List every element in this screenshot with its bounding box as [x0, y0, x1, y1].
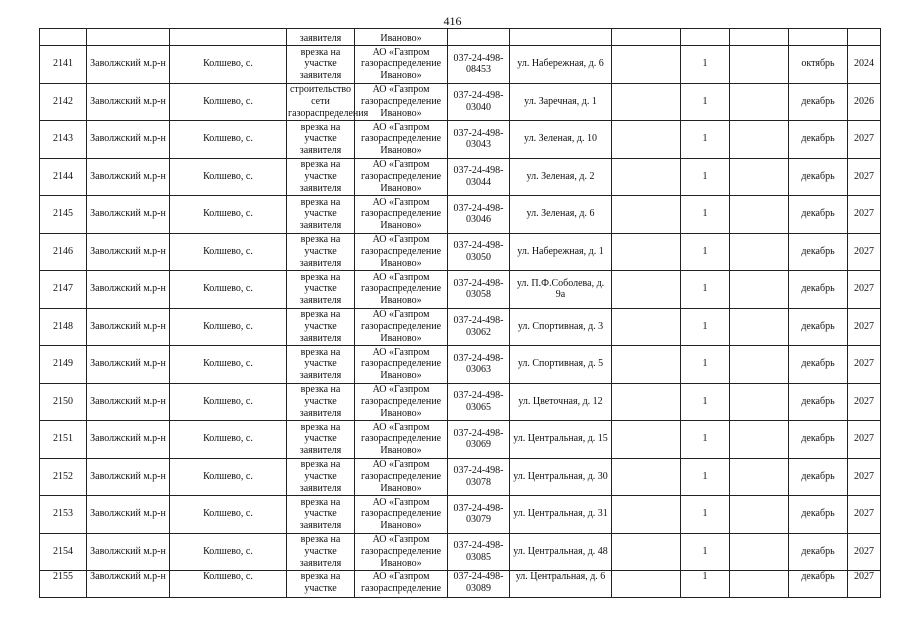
cell-district: Заволжский м.р-н	[87, 46, 170, 84]
cell-empty-1	[612, 383, 681, 421]
cell-code: 037-24-498-03079	[448, 496, 510, 534]
cell-address: ул. Заречная, д. 1	[510, 83, 612, 121]
cell-code: 037-24-498-03062	[448, 308, 510, 346]
cell-year: 2027	[848, 571, 881, 598]
cell-code: 037-24-498-03058	[448, 271, 510, 309]
cell-empty-1	[612, 121, 681, 159]
cell-district: Заволжский м.р-н	[87, 421, 170, 459]
cell-no	[40, 29, 87, 46]
cell-code: 037-24-498-03065	[448, 383, 510, 421]
gas-connection-table	[39, 28, 881, 598]
cell-operator: АО «Газпром газораспределение	[355, 571, 448, 598]
cell-district: Заволжский м.р-н	[87, 496, 170, 534]
cell-operator: АО «Газпром газораспределение Иваново»	[355, 308, 448, 346]
cell-code: 037-24-498-03046	[448, 196, 510, 234]
cell-empty-1	[612, 83, 681, 121]
cell-address: ул. Центральная, д. 30	[510, 458, 612, 496]
cell-code: 037-24-498-03085	[448, 533, 510, 571]
cell-year: 2027	[848, 346, 881, 384]
cell-district: Заволжский м.р-н	[87, 308, 170, 346]
cell-qty: 1	[681, 308, 730, 346]
cell-work-type: врезка на участке заявителя	[287, 458, 355, 496]
cell-settlement: Колшево, с.	[170, 196, 287, 234]
cell-district: Заволжский м.р-н	[87, 271, 170, 309]
cell-month: декабрь	[789, 83, 848, 121]
cell-month: декабрь	[789, 121, 848, 159]
table-row	[40, 496, 881, 534]
cell-work-type: врезка на участке заявителя	[287, 196, 355, 234]
cell-empty-2	[730, 308, 789, 346]
table-row	[40, 458, 881, 496]
cell-month: декабрь	[789, 271, 848, 309]
table-row	[40, 346, 881, 384]
cell-year: 2027	[848, 121, 881, 159]
cell-settlement: Колшево, с.	[170, 346, 287, 384]
cell-code: 037-24-498-03069	[448, 421, 510, 459]
cell-year: 2027	[848, 533, 881, 571]
cell-month: декабрь	[789, 383, 848, 421]
cell-address: ул. Спортивная, д. 3	[510, 308, 612, 346]
cell-address: ул. Центральная, д. 48	[510, 533, 612, 571]
cell-work-type: врезка на участке заявителя	[287, 533, 355, 571]
cell-work-type: врезка на участке заявителя	[287, 46, 355, 84]
cell-work-type: врезка на участке заявителя	[287, 383, 355, 421]
cell-empty-2	[730, 496, 789, 534]
cell-year: 2024	[848, 46, 881, 84]
cell-qty	[681, 29, 730, 46]
cell-code: 037-24-498-03040	[448, 83, 510, 121]
cell-settlement: Колшево, с.	[170, 46, 287, 84]
cell-district	[87, 29, 170, 46]
table-row	[40, 158, 881, 196]
cell-no: 2150	[40, 383, 87, 421]
cell-empty-2	[730, 571, 789, 598]
cell-code: 037-24-498-03078	[448, 458, 510, 496]
cell-empty-2	[730, 46, 789, 84]
cell-no: 2149	[40, 346, 87, 384]
cell-settlement: Колшево, с.	[170, 533, 287, 571]
cell-address: ул. Центральная, д. 31	[510, 496, 612, 534]
cell-district: Заволжский м.р-н	[87, 121, 170, 159]
page-number: 416	[443, 14, 462, 28]
cell-qty: 1	[681, 496, 730, 534]
cell-month: декабрь	[789, 533, 848, 571]
cell-no: 2152	[40, 458, 87, 496]
cell-settlement: Колшево, с.	[170, 383, 287, 421]
cell-no: 2147	[40, 271, 87, 309]
cell-empty-2	[730, 83, 789, 121]
cell-address: ул. Спортивная, д. 5	[510, 346, 612, 384]
cell-work-type: строительство сети газораспределения	[288, 84, 369, 119]
cell-empty-1	[612, 421, 681, 459]
cell-address: ул. Зеленая, д. 6	[510, 196, 612, 234]
cell-year: 2027	[848, 383, 881, 421]
cell-empty-2	[730, 271, 789, 309]
cell-year: 2027	[848, 308, 881, 346]
cell-month: декабрь	[789, 346, 848, 384]
cell-operator: АО «Газпром газораспределение Иваново»	[355, 46, 448, 84]
cell-settlement: Колшево, с.	[170, 458, 287, 496]
table-row	[40, 196, 881, 234]
cell-work-type: заявителя	[287, 29, 355, 46]
table-row	[40, 308, 881, 346]
cell-month: декабрь	[789, 308, 848, 346]
cell-qty: 1	[681, 383, 730, 421]
cell-qty: 1	[681, 46, 730, 84]
cell-district: Заволжский м.р-н	[87, 383, 170, 421]
table-container	[39, 28, 880, 614]
cell-year: 2027	[848, 496, 881, 534]
cell-settlement	[170, 29, 287, 46]
cell-empty-1	[612, 346, 681, 384]
cell-operator: АО «Газпром газораспределение Иваново»	[355, 121, 448, 159]
cell-no: 2146	[40, 233, 87, 271]
cell-district: Заволжский м.р-н	[87, 571, 170, 598]
cell-code: 037-24-498-03050	[448, 233, 510, 271]
cell-empty-1	[612, 29, 681, 46]
cell-settlement: Колшево, с.	[170, 421, 287, 459]
cell-address: ул. Набережная, д. 6	[510, 46, 612, 84]
cell-empty-2	[730, 121, 789, 159]
cell-district: Заволжский м.р-н	[87, 158, 170, 196]
table-row	[40, 233, 881, 271]
cell-empty-1	[612, 308, 681, 346]
cell-no: 2154	[40, 533, 87, 571]
cell-empty-1	[612, 533, 681, 571]
cell-no: 2151	[40, 421, 87, 459]
cell-year: 2027	[848, 271, 881, 309]
cell-settlement: Колшево, с.	[170, 158, 287, 196]
cell-district: Заволжский м.р-н	[87, 83, 170, 121]
cell-month: декабрь	[789, 196, 848, 234]
cell-no: 2145	[40, 196, 87, 234]
table-row-partial-top	[40, 29, 881, 46]
cell-address: ул. Зеленая, д. 10	[510, 121, 612, 159]
cell-district: Заволжский м.р-н	[87, 458, 170, 496]
cell-address: ул. П.Ф.Соболева, д. 9а	[510, 271, 612, 309]
cell-qty: 1	[681, 421, 730, 459]
cell-empty-1	[612, 496, 681, 534]
cell-code: 037-24-498-03089	[448, 571, 510, 598]
cell-year: 2027	[848, 233, 881, 271]
cell-address: ул. Цветочная, д. 12	[510, 383, 612, 421]
cell-no: 2155	[40, 571, 87, 598]
table-row	[40, 383, 881, 421]
cell-qty: 1	[681, 346, 730, 384]
cell-month: декабрь	[789, 496, 848, 534]
cell-empty-2	[730, 29, 789, 46]
cell-operator: АО «Газпром газораспределение Иваново»	[355, 196, 448, 234]
cell-code	[448, 29, 510, 46]
cell-settlement: Колшево, с.	[170, 271, 287, 309]
cell-work-type: врезка на участке заявителя	[287, 271, 355, 309]
cell-code: 037-24-498-03044	[448, 158, 510, 196]
cell-empty-2	[730, 383, 789, 421]
cell-qty: 1	[681, 458, 730, 496]
table-row	[40, 83, 881, 121]
cell-district: Заволжский м.р-н	[87, 233, 170, 271]
cell-qty: 1	[681, 83, 730, 121]
cell-operator: АО «Газпром газораспределение Иваново»	[355, 458, 448, 496]
cell-work-type: врезка на участке заявителя	[287, 346, 355, 384]
cell-operator: АО «Газпром газораспределение Иваново»	[355, 421, 448, 459]
table-row	[40, 46, 881, 84]
cell-address: ул. Набережная, д. 1	[510, 233, 612, 271]
cell-code: 037-24-498-08453	[448, 46, 510, 84]
cell-qty: 1	[681, 121, 730, 159]
cell-operator: АО «Газпром газораспределение Иваново»	[355, 346, 448, 384]
cell-empty-1	[612, 196, 681, 234]
cell-month: декабрь	[789, 571, 848, 598]
cell-no: 2141	[40, 46, 87, 84]
cell-month: декабрь	[789, 421, 848, 459]
cell-no: 2153	[40, 496, 87, 534]
cell-empty-1	[612, 46, 681, 84]
cell-work-type: врезка на участке заявителя	[287, 496, 355, 534]
cell-operator: АО «Газпром газораспределение Иваново»	[355, 383, 448, 421]
cell-work-type: врезка на участке заявителя	[287, 233, 355, 271]
cell-empty-1	[612, 571, 681, 598]
cell-empty-1	[612, 458, 681, 496]
cell-year: 2027	[848, 158, 881, 196]
cell-operator: АО «Газпром газораспределение Иваново»	[355, 271, 448, 309]
cell-year	[848, 29, 881, 46]
table-row	[40, 533, 881, 571]
cell-month: декабрь	[789, 233, 848, 271]
cell-month: октябрь	[789, 46, 848, 84]
cell-address: ул. Центральная, д. 15	[510, 421, 612, 459]
table-row	[40, 121, 881, 159]
cell-settlement: Колшево, с.	[170, 83, 287, 121]
cell-empty-2	[730, 458, 789, 496]
cell-work-type: врезка на участке заявителя	[287, 421, 355, 459]
cell-operator: АО «Газпром газораспределение Иваново»	[355, 533, 448, 571]
cell-settlement: Колшево, с.	[170, 233, 287, 271]
cell-empty-2	[730, 158, 789, 196]
cell-work-type: врезка на участке	[287, 571, 355, 598]
cell-empty-2	[730, 533, 789, 571]
table-row-partial-bottom	[40, 571, 881, 598]
cell-settlement: Колшево, с.	[170, 496, 287, 534]
cell-address: ул. Центральная, д. 6	[510, 571, 612, 598]
cell-qty: 1	[681, 158, 730, 196]
cell-code: 037-24-498-03043	[448, 121, 510, 159]
table-row	[40, 271, 881, 309]
cell-code: 037-24-498-03063	[448, 346, 510, 384]
cell-operator: АО «Газпром газораспределение Иваново»	[355, 233, 448, 271]
table-body	[40, 29, 881, 598]
cell-month: декабрь	[789, 458, 848, 496]
cell-qty: 1	[681, 233, 730, 271]
cell-no: 2142	[40, 83, 87, 121]
cell-year: 2026	[848, 83, 881, 121]
cell-month: декабрь	[789, 158, 848, 196]
cell-year: 2027	[848, 421, 881, 459]
cell-operator: АО «Газпром газораспределение Иваново»	[355, 496, 448, 534]
cell-year: 2027	[848, 458, 881, 496]
cell-no: 2143	[40, 121, 87, 159]
cell-work-type: врезка на участке заявителя	[287, 308, 355, 346]
cell-empty-1	[612, 233, 681, 271]
cell-qty: 1	[681, 533, 730, 571]
cell-empty-2	[730, 421, 789, 459]
cell-operator: АО «Газпром газораспределение Иваново»	[355, 158, 448, 196]
cell-qty: 1	[681, 196, 730, 234]
cell-no: 2148	[40, 308, 87, 346]
cell-empty-1	[612, 271, 681, 309]
cell-work-type: врезка на участке заявителя	[287, 121, 355, 159]
cell-operator: Иваново»	[355, 29, 448, 46]
cell-work-type: врезка на участке заявителя	[287, 158, 355, 196]
cell-address	[510, 29, 612, 46]
cell-address: ул. Зеленая, д. 2	[510, 158, 612, 196]
cell-district: Заволжский м.р-н	[87, 196, 170, 234]
cell-empty-2	[730, 196, 789, 234]
cell-district: Заволжский м.р-н	[87, 346, 170, 384]
cell-empty-1	[612, 158, 681, 196]
cell-empty-2	[730, 346, 789, 384]
cell-district: Заволжский м.р-н	[87, 533, 170, 571]
cell-settlement: Колшево, с.	[170, 121, 287, 159]
cell-settlement: Колшево, с.	[170, 571, 287, 598]
cell-settlement: Колшево, с.	[170, 308, 287, 346]
cell-operator: АО «Газпром газораспределение Иваново»	[355, 83, 448, 121]
cell-year: 2027	[848, 196, 881, 234]
table-row	[40, 421, 881, 459]
cell-qty: 1	[681, 271, 730, 309]
cell-qty: 1	[681, 571, 730, 598]
cell-empty-2	[730, 233, 789, 271]
cell-no: 2144	[40, 158, 87, 196]
cell-month	[789, 29, 848, 46]
